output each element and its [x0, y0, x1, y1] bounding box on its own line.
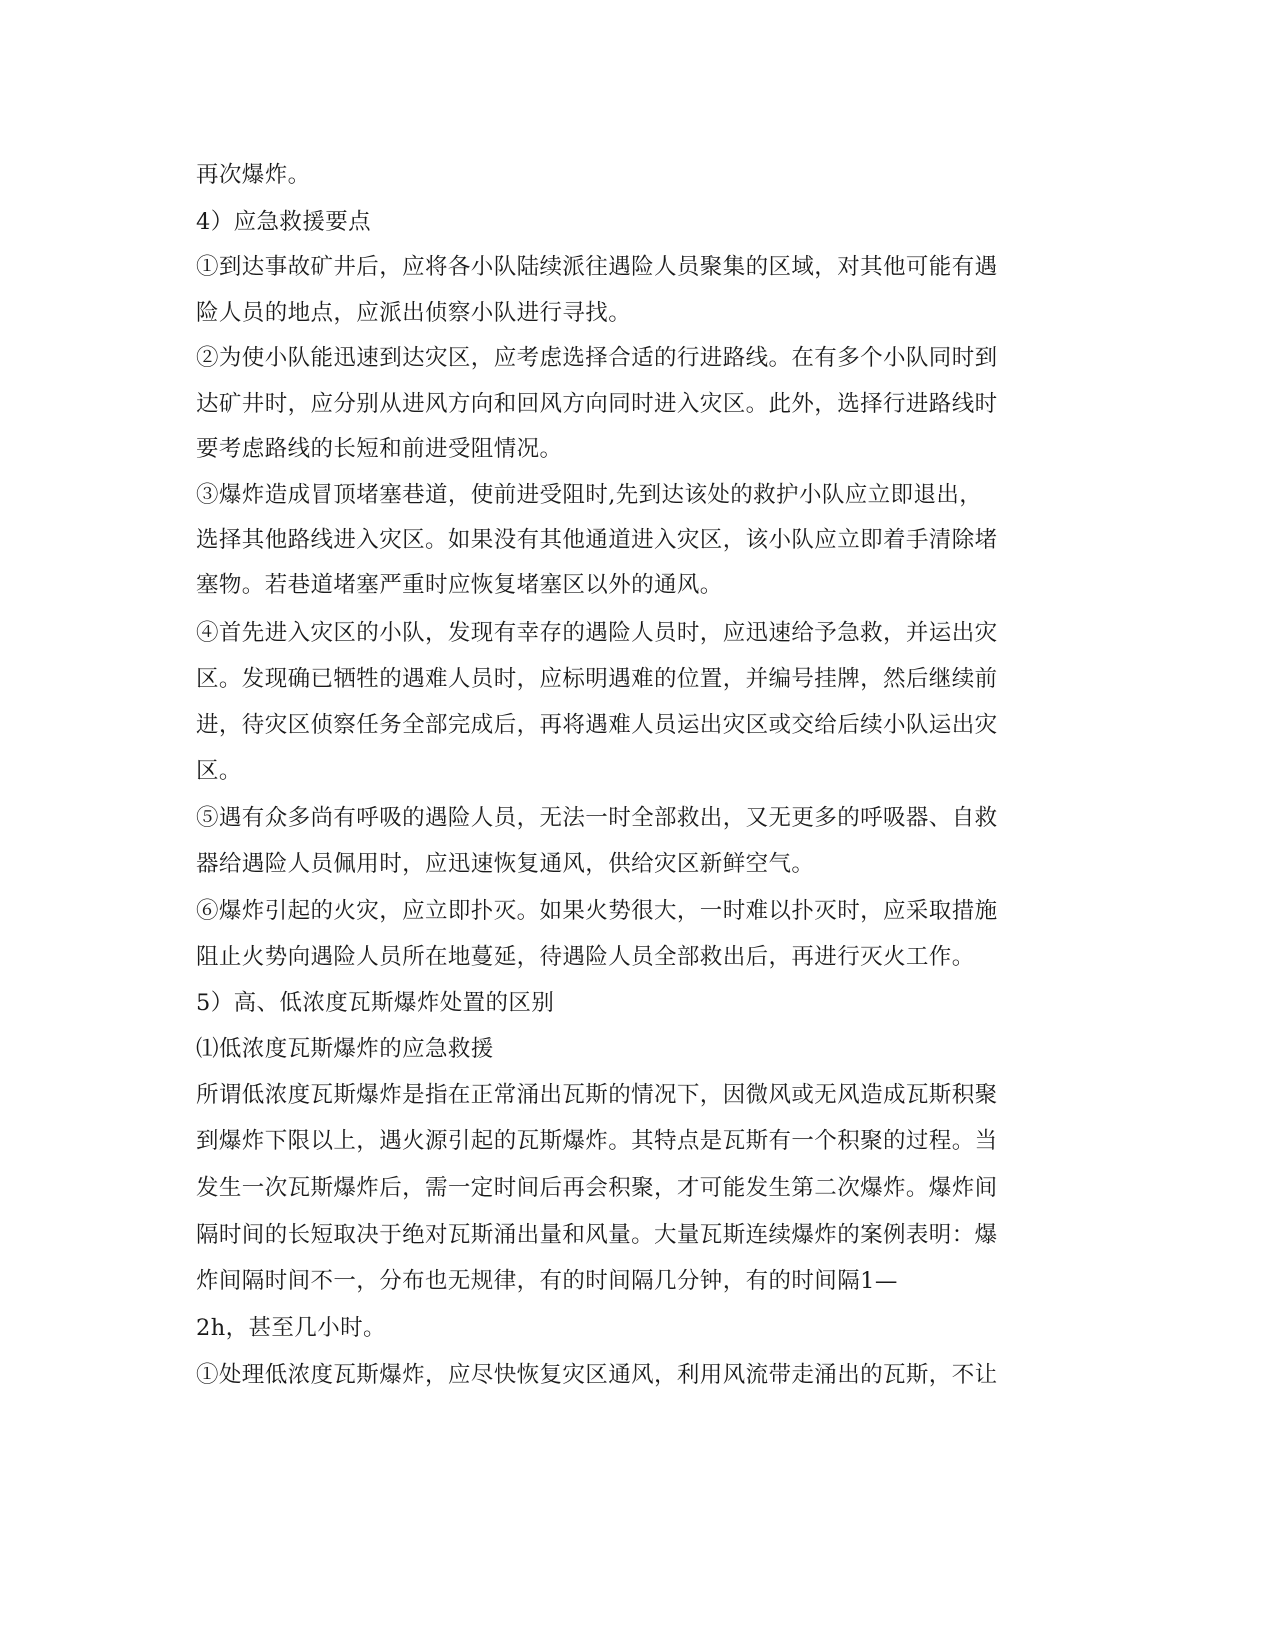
text-line: 区。 [196, 758, 242, 784]
text-line: ③爆炸造成冒顶堵塞巷道，使前进受阻时,先到达该处的救护小队应立即退出， [196, 482, 983, 508]
text-line: 器给遇险人员佩用时，应迅速恢复通风，供给灾区新鲜空气。 [196, 851, 815, 877]
text-line: 进，待灾区侦察任务全部完成后，再将遇难人员运出灾区或交给后续小队运出灾 [196, 712, 998, 738]
text-line: 再次爆炸。 [196, 162, 311, 188]
text-line: 险人员的地点，应派出侦察小队进行寻找。 [196, 300, 632, 326]
text-line: ⑤遇有众多尚有呼吸的遇险人员，无法一时全部救出，又无更多的呼吸器、自救 [196, 805, 998, 831]
text-line: 所谓低浓度瓦斯爆炸是指在正常涌出瓦斯的情况下，因微风或无风造成瓦斯积聚 [196, 1082, 998, 1108]
text-line: 2h，甚至几小时。 [196, 1315, 386, 1341]
text-line: ④首先进入灾区的小队，发现有幸存的遇险人员时，应迅速给予急救，并运出灾 [196, 620, 998, 646]
section-heading: 5）高、低浓度瓦斯爆炸处置的区别 [196, 990, 555, 1016]
text-line: 要考虑路线的长短和前进受阻情况。 [196, 436, 563, 462]
text-line: ①处理低浓度瓦斯爆炸，应尽快恢复灾区通风，利用风流带走涌出的瓦斯，不让 [196, 1362, 998, 1388]
text-line: 区。发现确已牺牲的遇难人员时，应标明遇难的位置，并编号挂牌，然后继续前 [196, 666, 998, 692]
text-line: 塞物。若巷道堵塞严重时应恢复堵塞区以外的通风。 [196, 572, 723, 598]
text-line: ②为使小队能迅速到达灾区，应考虑选择合适的行进路线。在有多个小队同时到 [196, 345, 998, 371]
text-line: 隔时间的长短取决于绝对瓦斯涌出量和风量。大量瓦斯连续爆炸的案例表明：爆 [196, 1222, 998, 1248]
subsection-heading: ⑴低浓度瓦斯爆炸的应急救援 [196, 1036, 494, 1062]
section-heading: 4）应急救援要点 [196, 209, 372, 235]
text-line: 发生一次瓦斯爆炸后，需一定时间后再会积聚，才可能发生第二次爆炸。爆炸间 [196, 1175, 998, 1201]
text-line: 阻止火势向遇险人员所在地蔓延，待遇险人员全部救出后，再进行灭火工作。 [196, 944, 975, 970]
text-line: 选择其他路线进入灾区。如果没有其他通道进入灾区，该小队应立即着手清除堵 [196, 527, 998, 553]
text-line: ①到达事故矿井后，应将各小队陆续派往遇险人员聚集的区域，对其他可能有遇 [196, 254, 998, 280]
text-line: 达矿井时，应分别从进风方向和回风方向同时进入灾区。此外，选择行进路线时 [196, 391, 998, 417]
text-line: ⑥爆炸引起的火灾，应立即扑灭。如果火势很大，一时难以扑灭时，应采取措施 [196, 898, 998, 924]
text-line: 炸间隔时间不一，分布也无规律，有的时间隔几分钟，有的时间隔1— [196, 1268, 898, 1294]
text-line: 到爆炸下限以上，遇火源引起的瓦斯爆炸。其特点是瓦斯有一个积聚的过程。当 [196, 1128, 998, 1154]
